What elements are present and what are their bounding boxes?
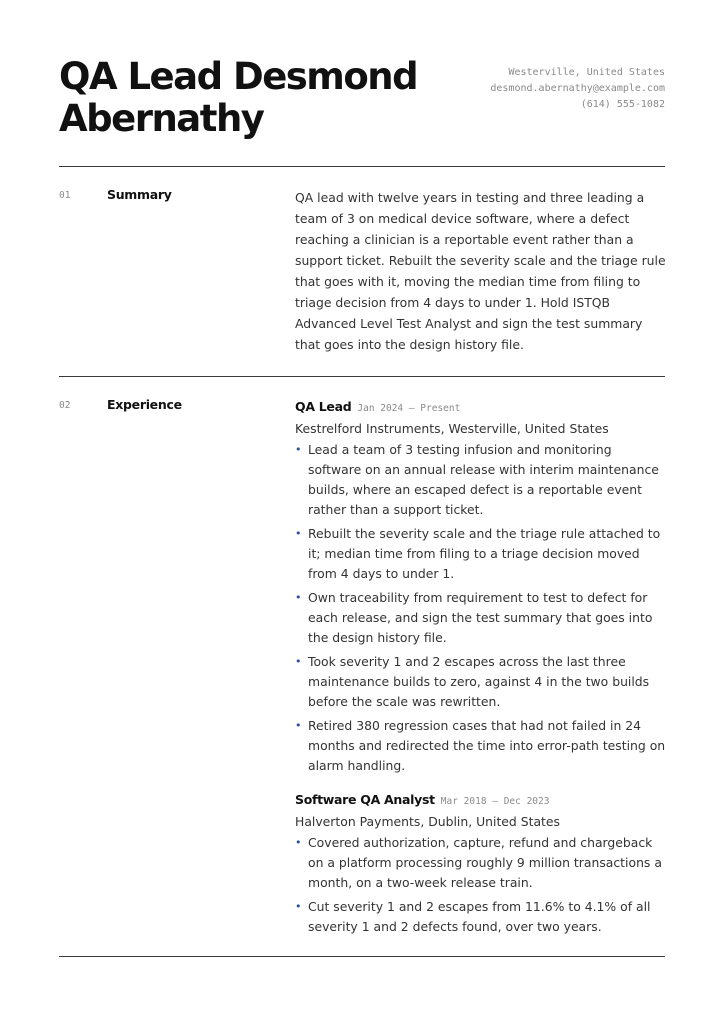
bullet-text: Took severity 1 and 2 escapes across the last three maintenance builds to zero, against 4 in the two builds before the scale was rewritten. <box>308 654 650 709</box>
summary-text: QA lead with twelve years in testing and three leading a team of 3 on medical device software, where a defect reaching a clinician is a reportable event rather than a support ticket. Rebuilt the severity scale and the triage rule that goes with it, moving the median time from filing to triage decision from 4 days to under 1. Hold ISTQB Advanced Level Test Analyst and sign the test summary that goes into the design history file. <box>295 190 666 352</box>
job-company: Kestrelford Instruments, Westerville, United States <box>295 421 609 436</box>
bullet-item <box>295 524 667 584</box>
job-company: Halverton Payments, Dublin, United States <box>295 814 560 829</box>
experience-body <box>295 397 667 951</box>
bullet-icon: • <box>295 900 302 913</box>
bullet-item <box>295 440 667 520</box>
bullet-text: Cut severity 1 and 2 escapes from 11.6% to 4.1% of all severity 1 and 2 defects found, over two years. <box>308 899 651 934</box>
section-title: Experience <box>107 397 182 412</box>
contact-location: Westerville, United States <box>508 67 665 78</box>
job-title: Software QA Analyst <box>295 792 435 807</box>
bullet-icon: • <box>295 443 302 456</box>
job-entry <box>295 397 667 776</box>
bullet-item <box>295 897 667 937</box>
resume-header <box>59 56 665 166</box>
bullet-text: Rebuilt the severity scale and the triage rule attached to it; median time from filing to a triage decision moved from 4 days to under 1. <box>308 526 661 581</box>
bullet-text: Lead a team of 3 testing infusion and monitoring software on an annual release with interim maintenance builds, where an escaped defect is a reportable event rather than a support ticket. <box>308 442 659 517</box>
job-dates: Jan 2024 – Present <box>357 403 461 414</box>
contact-phone[interactable]: (614) 555-1082 <box>580 99 665 110</box>
candidate-name: QA Lead Desmond Abernathy <box>59 55 418 140</box>
bullet-icon: • <box>295 836 302 849</box>
section-number: 01 <box>59 190 71 201</box>
bullet-icon: • <box>295 655 302 668</box>
bullet-text: Covered authorization, capture, refund and chargeback on a platform processing roughly 9 million transactions a month, on a two-week release train. <box>308 835 662 890</box>
divider <box>59 166 665 167</box>
bullet-icon: • <box>295 719 302 732</box>
contact-info <box>490 65 665 113</box>
bullet-icon: • <box>295 591 302 604</box>
bullet-icon: • <box>295 527 302 540</box>
bullet-item <box>295 588 667 648</box>
contact-email[interactable]: desmond.abernathy@example.com <box>490 83 665 94</box>
bullet-item <box>295 716 667 776</box>
bullet-text: Own traceability from requirement to test to defect for each release, and sign the test summary that goes into the design history file. <box>308 590 653 645</box>
resume-page <box>59 55 666 934</box>
section-title: Summary <box>107 187 172 202</box>
bullet-item <box>295 652 667 712</box>
job-header <box>295 790 667 812</box>
job-dates: Mar 2018 – Dec 2023 <box>440 796 550 807</box>
section-number: 02 <box>59 400 71 411</box>
job-header <box>295 397 667 419</box>
summary-body <box>295 187 667 355</box>
bullet-item <box>295 833 667 893</box>
job-title: QA Lead <box>295 399 352 414</box>
job-bullets <box>295 833 667 937</box>
divider <box>59 956 665 957</box>
job-bullets <box>295 440 667 776</box>
divider <box>59 376 665 377</box>
job-entry <box>295 790 667 937</box>
bullet-text: Retired 380 regression cases that had not failed in 24 months and redirected the time into error-path testing on alarm handling. <box>308 718 666 773</box>
